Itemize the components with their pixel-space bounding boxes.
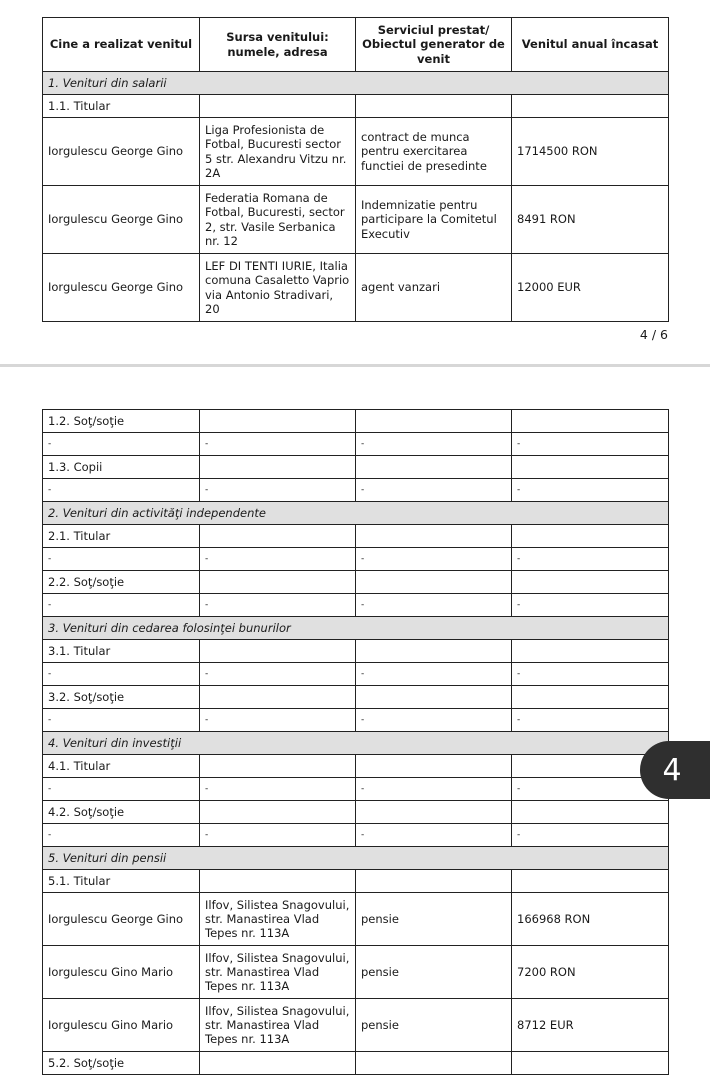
section-label: 2. Venituri din activităţi independente [43, 502, 669, 525]
dash-cell: - [356, 548, 512, 571]
dash-cell: - [512, 824, 669, 847]
cell-who: Iorgulescu George Gino [43, 254, 200, 322]
page-indicator-badge[interactable]: 4 [640, 741, 710, 799]
subsection-label: 3.1. Titular [43, 640, 200, 663]
cell-income: 166968 RON [512, 893, 669, 946]
header-who: Cine a realizat venitul [43, 18, 200, 72]
dash-cell: - [512, 433, 669, 456]
subsection-row [43, 686, 669, 709]
table-row [43, 254, 669, 322]
header-source: Sursa venitului: numele, adresa [200, 18, 356, 72]
table-row [43, 893, 669, 946]
cell-income: 1714500 RON [512, 118, 669, 186]
cell-income: 7200 RON [512, 946, 669, 999]
dash-cell: - [43, 663, 200, 686]
section-row [43, 847, 669, 870]
subsection-label: 4.2. Soţ/soţie [43, 801, 200, 824]
cell-service: pensie [356, 893, 512, 946]
table-row [43, 186, 669, 254]
subsection-label: 1.1. Titular [43, 95, 200, 118]
table-header-row [43, 18, 669, 72]
cell-source: Ilfov, Silistea Snagovului, str. Manastirea Vlad Tepes nr. 113A [200, 999, 356, 1052]
subsection-label: 2.1. Titular [43, 525, 200, 548]
dash-cell: - [356, 594, 512, 617]
page-separator [0, 364, 710, 367]
dash-cell: - [43, 548, 200, 571]
dash-cell: - [200, 479, 356, 502]
subsection-row [43, 640, 669, 663]
dash-cell: - [200, 709, 356, 732]
dash-cell: - [200, 778, 356, 801]
dash-cell: - [356, 824, 512, 847]
subsection-label: 1.3. Copii [43, 456, 200, 479]
cell-who: Iorgulescu George Gino [43, 118, 200, 186]
subsection-label: 5.2. Soţ/soţie [43, 1052, 200, 1075]
dash-cell: - [512, 709, 669, 732]
dash-cell: - [512, 663, 669, 686]
dash-cell: - [356, 778, 512, 801]
subsection-label: 5.1. Titular [43, 870, 200, 893]
subsection-row [43, 95, 669, 118]
cell-income: 12000 EUR [512, 254, 669, 322]
section-row [43, 617, 669, 640]
subsection-row [43, 410, 669, 433]
subsection-row [43, 525, 669, 548]
subsection-label: 3.2. Soţ/soţie [43, 686, 200, 709]
subsection-label: 2.2. Soţ/soţie [43, 571, 200, 594]
dash-cell: - [512, 778, 669, 801]
empty-row [43, 778, 669, 801]
income-table-page-5 [42, 409, 669, 1075]
cell-income: 8712 EUR [512, 999, 669, 1052]
subsection-label: 1.2. Soţ/soţie [43, 410, 200, 433]
dash-cell: - [43, 824, 200, 847]
page-number: 4 / 6 [639, 327, 668, 342]
dash-cell: - [200, 663, 356, 686]
cell-source: Liga Profesionista de Fotbal, Bucuresti sector 5 str. Alexandru Vitzu nr. 2A [200, 118, 356, 186]
subsection-row [43, 571, 669, 594]
subsection-row [43, 870, 669, 893]
cell-service: pensie [356, 946, 512, 999]
empty-row [43, 663, 669, 686]
dash-cell: - [356, 709, 512, 732]
cell-who: Iorgulescu Gino Mario [43, 999, 200, 1052]
section-row [43, 502, 669, 525]
empty-row [43, 824, 669, 847]
subsection-row [43, 801, 669, 824]
section-label: 3. Venituri din cedarea folosinţei bunurilor [43, 617, 669, 640]
dash-cell: - [200, 433, 356, 456]
header-service: Serviciul prestat/ Obiectul generator de venit [356, 18, 512, 72]
subsection-row [43, 1052, 669, 1075]
cell-service: pensie [356, 999, 512, 1052]
cell-source: Ilfov, Silistea Snagovului, str. Manastirea Vlad Tepes nr. 113A [200, 946, 356, 999]
cell-income: 8491 RON [512, 186, 669, 254]
cell-service: Indemnizatie pentru participare la Comitetul Executiv [356, 186, 512, 254]
income-table-page-4 [42, 17, 669, 322]
cell-who: Iorgulescu George Gino [43, 186, 200, 254]
section-row [43, 72, 669, 95]
dash-cell: - [43, 433, 200, 456]
dash-cell: - [200, 824, 356, 847]
empty-row [43, 479, 669, 502]
subsection-row [43, 456, 669, 479]
section-label: 5. Venituri din pensii [43, 847, 669, 870]
section-row [43, 732, 669, 755]
empty-row [43, 594, 669, 617]
dash-cell: - [356, 663, 512, 686]
dash-cell: - [43, 479, 200, 502]
empty-row [43, 433, 669, 456]
dash-cell: - [200, 548, 356, 571]
table-row [43, 118, 669, 186]
cell-source: Federatia Romana de Fotbal, Bucuresti, sector 2, str. Vasile Serbanica nr. 12 [200, 186, 356, 254]
dash-cell: - [512, 548, 669, 571]
dash-cell: - [43, 594, 200, 617]
dash-cell: - [200, 594, 356, 617]
cell-service: agent vanzari [356, 254, 512, 322]
cell-service: contract de munca pentru exercitarea functiei de presedinte [356, 118, 512, 186]
table-row [43, 946, 669, 999]
dash-cell: - [356, 479, 512, 502]
section-label: 4. Venituri din investiţii [43, 732, 669, 755]
dash-cell: - [512, 594, 669, 617]
subsection-row [43, 755, 669, 778]
table-row [43, 999, 669, 1052]
dash-cell: - [43, 778, 200, 801]
cell-source: Ilfov, Silistea Snagovului, str. Manastirea Vlad Tepes nr. 113A [200, 893, 356, 946]
dash-cell: - [356, 433, 512, 456]
empty-row [43, 548, 669, 571]
subsection-label: 4.1. Titular [43, 755, 200, 778]
section-label: 1. Venituri din salarii [43, 72, 669, 95]
cell-who: Iorgulescu George Gino [43, 893, 200, 946]
empty-row [43, 709, 669, 732]
dash-cell: - [512, 479, 669, 502]
dash-cell: - [43, 709, 200, 732]
header-income: Venitul anual încasat [512, 18, 669, 72]
cell-source: LEF DI TENTI IURIE, Italia comuna Casaletto Vaprio via Antonio Stradivari, 20 [200, 254, 356, 322]
cell-who: Iorgulescu Gino Mario [43, 946, 200, 999]
